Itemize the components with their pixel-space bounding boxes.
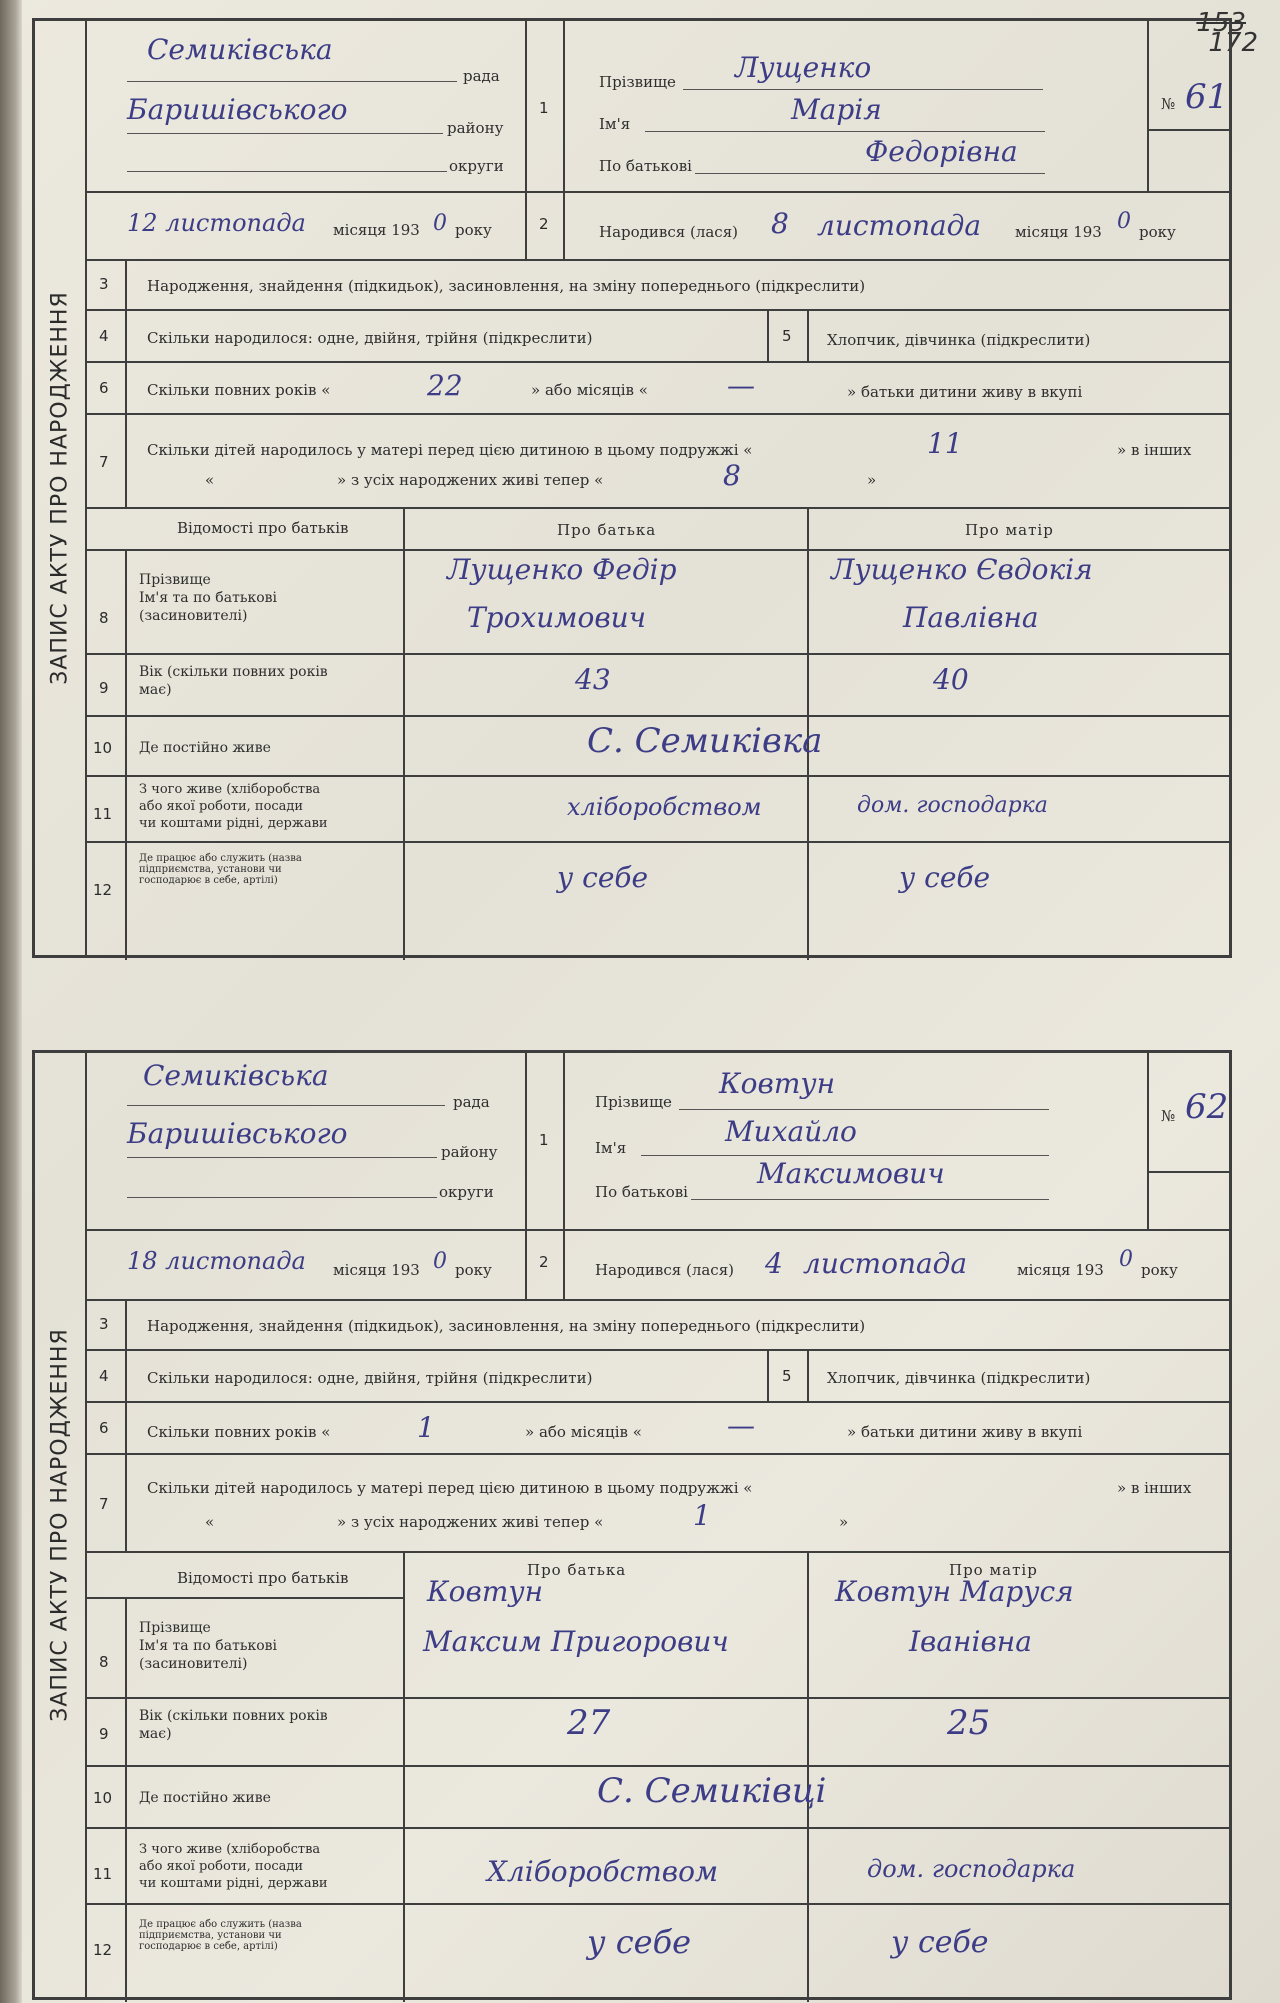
registry-office-block (87, 21, 527, 193)
mother-age: 25 (947, 1703, 991, 1743)
registry-office-block: Семиківська рада Баришівського району округи (87, 1053, 527, 1231)
years-together: 1 (417, 1411, 435, 1444)
registration-date-block: 18 листопада місяця 193 0 року (87, 1229, 527, 1301)
residence: С. Семиківці (597, 1771, 827, 1811)
father-occupation: Хліборобством (487, 1855, 719, 1888)
page-number-current: 172 (1208, 28, 1258, 58)
father-work: у себе (557, 861, 649, 894)
row-4: 4 Скільки народилося: одне, двійня, трійня (підкреслити) 5 Хлопчик, дівчинка (підкреслити) (87, 309, 1232, 363)
child-name: Марія (791, 93, 882, 126)
registration-roku-label: року (455, 221, 492, 239)
father-name: Ковтун (427, 1575, 544, 1608)
row-6: 6 Скільки повних років « 1 » або місяців « — » батьки дитини живу в вкупі (87, 1401, 1232, 1455)
registration-year: 0 (433, 1249, 447, 1274)
residence: С. Семиківка (587, 721, 823, 761)
side-title: ЗАПИС АКТУ ПРО НАРОДЖЕННЯ (35, 1053, 87, 1997)
row-11-label: З чого живе (хліборобства або якої роботи, посади чи коштами рідні, держави (139, 782, 328, 831)
row-7: 7 Скільки дітей народилось у матері перед цією дитиною в цьому подружжі « » в інших « » з усіх народжених живі тепер « 1 » (87, 1453, 1232, 1553)
father-name: Лущенко Федір (447, 553, 677, 586)
mother-occupation: дом. господарка (867, 1855, 1076, 1883)
mother-header: Про матір (965, 521, 1054, 539)
rada-label: рада (463, 67, 500, 85)
row-4-label: Скільки народилося: одне, двійня, трійня (підкреслити) (147, 329, 593, 347)
row-9-label: Вік (скільки повних років має) (139, 664, 328, 698)
registration-date: 18 листопада (127, 1247, 306, 1275)
mother-patronymic: Іванівна (909, 1625, 1032, 1658)
row-7: 7 Скільки дітей народилось у матері перед цією дитиною в цьому подружжі « 11 » в інших « » з усіх народжених живі тепер « 8 » (87, 413, 1232, 509)
months-together: — (727, 369, 755, 402)
patronymic-label: По батькові (599, 157, 692, 175)
parents-table: Відомості про батьків Про батька Про матір 8 Прізвище Ім'я та по батькові (засиновителі) Лущенко Федір Трохимович Лущенко Євдокія Павлівна 9 Вік (скільки повних років має) 43 40 10 Де постійно живе С. Семиківка 11 З чого живе (хліборобства або якої роботи, посади чи коштами рідні, держави хліборобством дом. господарка 12 Де працює або служить (назва підприємства, установи чи господарює в себе, артілі) у себе у себе (87, 507, 1232, 958)
book-binding (0, 0, 22, 2003)
birth-month-label: місяця 193 (1015, 223, 1102, 241)
raion-value: Баришівського (127, 93, 348, 126)
parents-table: Відомості про батьків Про батька Про матір 8 Прізвище Ім'я та по батькові (засиновителі) Ковтун Максим Пригорович Ковтун Маруся Іванівна 9 Вік (скільки повних років має) 27 25 10 Де постійно живе С. Семиківці 11 З чого живе (хліборобства або якої роботи, посади чи коштами рідні, держави Хліборобством дом. господарка 12 Де працює або служить (назва підприємства, установи чи господарює в себе, артілі) у себе у себе (87, 1551, 1232, 2000)
rada-value: Семиківська (143, 1059, 329, 1092)
row-6: 6 Скільки повних років « 22 » або місяців « — » батьки дитини живу в вкупі (87, 361, 1232, 415)
mother-name: Лущенко Євдокія (831, 553, 1093, 586)
okruga-label: округи (449, 157, 504, 175)
birth-record-2 (32, 1050, 1232, 2000)
child-surname: Ковтун (719, 1067, 836, 1100)
birth-record-1 (32, 18, 1232, 958)
birth-day: 8 (771, 207, 789, 240)
mother-name: Ковтун Маруся (835, 1575, 1074, 1608)
page-number-crossed: 153 (1196, 8, 1246, 38)
child-patronymic: Максимович (757, 1157, 945, 1190)
record-number-block: № 62 (1147, 1053, 1232, 1173)
child-name: Михайло (725, 1115, 857, 1148)
mother-work: у себе (899, 861, 991, 894)
section-2-number: 2 (525, 1229, 565, 1301)
father-header: Про батька (557, 521, 657, 539)
child-name-block: Прізвище Ковтун Ім'я Михайло По батькові Максимович (563, 1053, 1149, 1231)
raion-value: Баришівського (127, 1117, 348, 1150)
registration-date-block (87, 191, 527, 261)
registration-month-label: місяця 193 (333, 221, 420, 239)
children-living: 8 (723, 459, 741, 492)
father-age: 43 (575, 663, 611, 696)
row-3: 3 Народження, знайдення (підкидьок), засиновлення, на зміну попереднього (підкреслити) (87, 259, 1232, 311)
father-age: 27 (567, 1703, 611, 1743)
row-3: 3 Народження, знайдення (підкидьок), засиновлення, на зміну попереднього (підкреслити) (87, 1299, 1232, 1351)
mother-age: 40 (933, 663, 969, 696)
record-number: 62 (1185, 1087, 1229, 1127)
birth-month: листопада (803, 1247, 968, 1280)
child-patronymic: Федорівна (865, 135, 1018, 168)
section-1-number: 1 (525, 21, 565, 193)
father-work: у себе (587, 1923, 692, 1961)
child-name-block (563, 21, 1149, 193)
section-2-number: 2 (525, 191, 565, 261)
mother-work: у себе (891, 1925, 989, 1960)
birth-month: листопада (817, 209, 982, 242)
rada-value: Семиківська (147, 33, 333, 66)
registration-date: 12 листопада (127, 209, 306, 237)
mother-patronymic: Павлівна (903, 601, 1039, 634)
record-number-block: № 61 (1147, 21, 1232, 131)
father-patronymic: Трохимович (467, 601, 647, 634)
side-title: ЗАПИС АКТУ ПРО НАРОДЖЕННЯ (35, 21, 87, 955)
row-8-label: Прізвище Ім'я та по батькові (засиновителі) (139, 572, 277, 624)
birth-date-block: Народився (лася) 4 листопада місяця 193 0 року (563, 1229, 1232, 1301)
row-10-label: Де постійно живе (139, 740, 271, 756)
months-together: — (727, 1409, 755, 1442)
row-5-label: Хлопчик, дівчинка (підкреслити) (827, 331, 1091, 349)
years-together: 22 (427, 369, 463, 402)
row-4: 4 Скільки народилося: одне, двійня, трійня (підкреслити) 5 Хлопчик, дівчинка (підкреслити) (87, 1349, 1232, 1403)
surname-label: Прізвище (599, 73, 676, 91)
section-1-number: 1 (525, 1053, 565, 1231)
row-3-label: Народження, знайдення (підкидьок), засиновлення, на зміну попереднього (підкреслити) (147, 277, 866, 295)
name-label: Ім'я (599, 115, 631, 133)
birth-day: 4 (765, 1247, 783, 1280)
parents-header: Відомості про батьків (177, 519, 349, 537)
registration-year: 0 (433, 211, 447, 236)
birth-date-block: Народився (лася) 8 листопада місяця 193 0 року (563, 191, 1232, 261)
record-number: 61 (1185, 77, 1229, 117)
father-patronymic: Максим Пригорович (423, 1625, 729, 1658)
born-label: Народився (лася) (599, 223, 739, 241)
row-12-label: Де працює або служить (назва підприємства, установи чи господарює в себе, артілі) (139, 853, 302, 886)
birth-year: 0 (1119, 1247, 1133, 1272)
birth-year: 0 (1117, 209, 1131, 234)
mother-occupation: дом. господарка (857, 793, 1048, 818)
child-surname: Лущенко (735, 51, 872, 84)
children-before: 11 (927, 427, 963, 460)
children-living: 1 (693, 1499, 711, 1532)
father-occupation: хліборобством (567, 793, 762, 821)
raion-label: району (447, 119, 504, 137)
